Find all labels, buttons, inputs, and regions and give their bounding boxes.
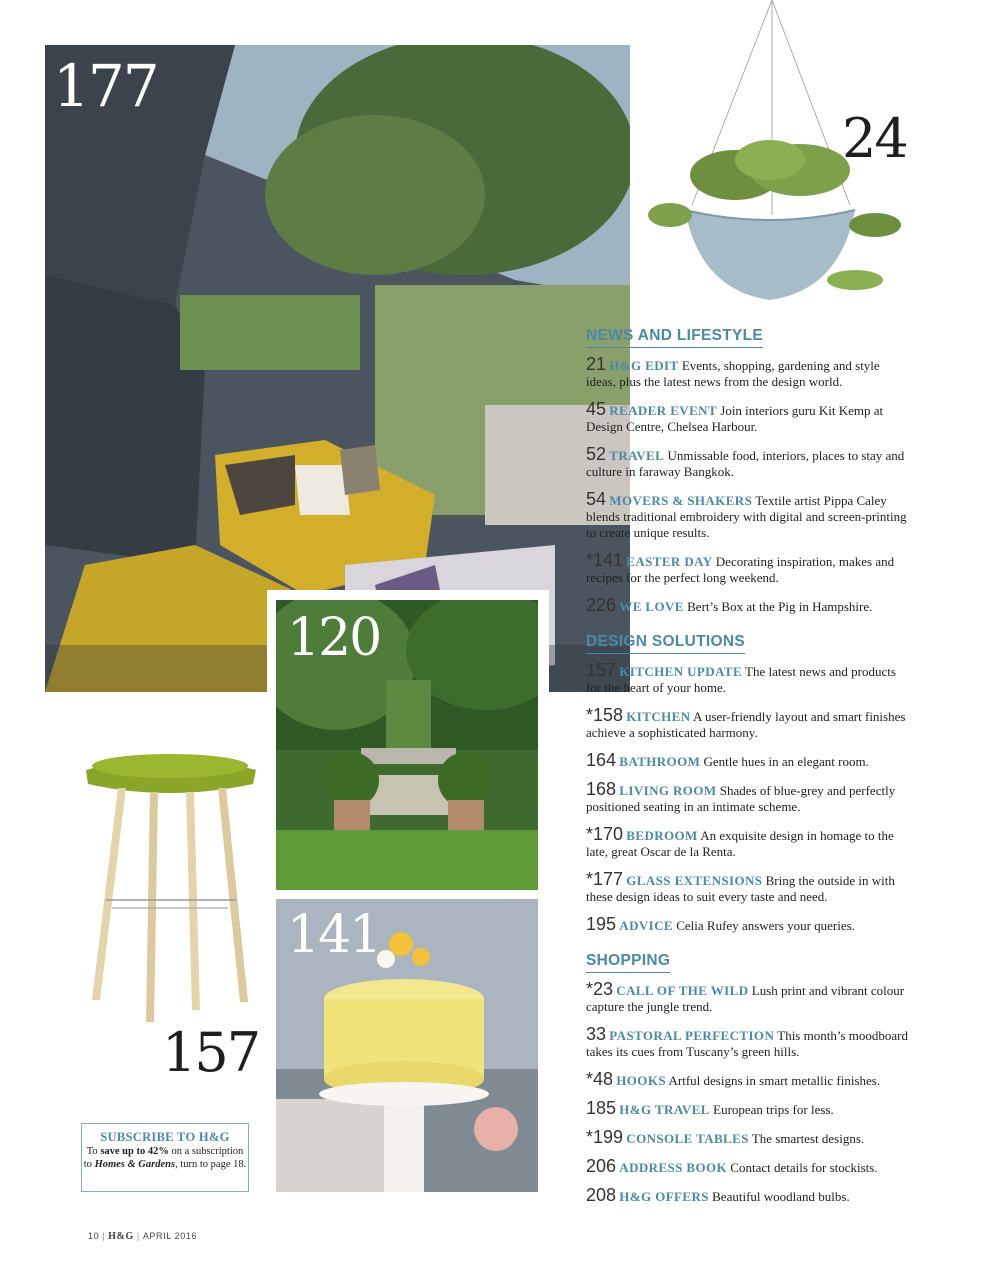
toc-keyword: CONSOLE TABLES (626, 1131, 749, 1146)
toc-keyword: ADVICE (619, 918, 673, 933)
toc-entry[interactable] (586, 981, 911, 1015)
toc-entry[interactable] (586, 1187, 911, 1205)
page-number-141: 141 (287, 905, 381, 965)
cake-photo (276, 899, 538, 1192)
toc-page-number: *158 (586, 705, 624, 725)
toc-description: Decorating inspiration, makes and recipes for the perfect long weekend. (586, 554, 895, 585)
toc-page-number: 164 (586, 750, 617, 770)
toc-entry[interactable] (586, 662, 911, 696)
toc-description: European trips for less. (713, 1102, 834, 1117)
toc-page-number: *177 (586, 869, 624, 889)
page-number-177: 177 (53, 52, 158, 120)
toc-keyword: READER EVENT (609, 403, 718, 418)
toc-keyword: LIVING ROOM (619, 783, 717, 798)
section-title: NEWS AND LIFESTYLE (586, 327, 763, 348)
footer-page-number: 10 (88, 1231, 100, 1241)
toc-description: A user-friendly layout and smart finishes achieve a sophisticated harmony. (586, 709, 906, 740)
toc-entry[interactable] (586, 491, 911, 541)
toc-page-number: *48 (586, 1069, 614, 1089)
toc-keyword: CALL OF THE WILD (616, 983, 749, 998)
toc-page-number: 185 (586, 1098, 617, 1118)
toc-entry[interactable] (586, 552, 911, 586)
toc-entry[interactable] (586, 1026, 911, 1060)
page-number-157: 157 (162, 1021, 260, 1084)
toc-keyword: MOVERS & SHAKERS (609, 493, 753, 508)
toc-keyword: H&G EDIT (609, 358, 679, 373)
toc-page-number: 157 (586, 660, 617, 680)
toc-keyword: BEDROOM (626, 828, 698, 843)
subscribe-title: SUBSCRIBE TO H&G (100, 1130, 230, 1144)
toc-page-number: 52 (586, 444, 607, 464)
toc-page-number: 226 (586, 595, 617, 615)
toc-entry[interactable] (586, 826, 911, 860)
toc-description: Lush print and vibrant colour capture the jungle trend. (586, 983, 905, 1014)
page-footer: 10 | H&G | APRIL 2016 (88, 1231, 198, 1242)
toc-page-number: 195 (586, 914, 617, 934)
toc-description: Textile artist Pippa Caley blends traditional embroidery with digital and screen-printing to create unique results. (586, 493, 907, 540)
toc-description: Bert’s Box at the Pig in Hampshire. (687, 599, 873, 614)
toc-page-number: *23 (586, 979, 614, 999)
toc-keyword: EASTER DAY (626, 554, 713, 569)
toc-entry[interactable] (586, 871, 911, 905)
toc-entry[interactable] (586, 446, 911, 480)
toc-description: Artful designs in smart metallic finishes. (668, 1073, 881, 1088)
section-title: DESIGN SOLUTIONS (586, 633, 745, 654)
toc-description: Gentle hues in an elegant room. (703, 754, 869, 769)
toc-entry[interactable] (586, 1071, 911, 1089)
toc-entry[interactable] (586, 401, 911, 435)
subscribe-body: To save up to 42% on a subscription to Homes & Gardens, turn to page 18. (83, 1146, 247, 1170)
toc-keyword: HOOKS (616, 1073, 666, 1088)
toc-keyword: PASTORAL PERFECTION (609, 1028, 775, 1043)
toc-keyword: BATHROOM (619, 754, 701, 769)
toc-entry[interactable] (586, 752, 911, 770)
toc-page-number: 21 (586, 354, 607, 374)
toc-page-number: 54 (586, 489, 607, 509)
toc-page-number: *170 (586, 824, 624, 844)
toc-keyword: WE LOVE (619, 599, 684, 614)
page-number-120: 120 (287, 608, 381, 668)
page-number-24: 24 (842, 107, 907, 170)
toc-page-number: *141 (586, 550, 624, 570)
toc-entry[interactable] (586, 356, 911, 390)
toc-description: Bring the outside in with these design ideas to suit every taste and need. (586, 873, 895, 904)
toc-description: Events, shopping, gardening and style ideas, plus the latest news from the design world. (586, 358, 880, 389)
toc-page-number: 168 (586, 779, 617, 799)
table-of-contents (586, 320, 911, 1216)
subscribe-box[interactable] (81, 1123, 249, 1192)
toc-keyword: H&G OFFERS (619, 1189, 709, 1204)
toc-description: The smartest designs. (751, 1131, 865, 1146)
toc-keyword: ADDRESS BOOK (619, 1160, 728, 1175)
toc-description: Join interiors guru Kit Kemp at Design Centre, Chelsea Harbour. (586, 403, 884, 434)
toc-description: Unmissable food, interiors, places to stay and culture in faraway Bangkok. (586, 448, 905, 479)
toc-keyword: GLASS EXTENSIONS (626, 873, 763, 888)
hanging-planter-image (640, 0, 910, 300)
toc-page-number: *199 (586, 1127, 624, 1147)
toc-description: Celia Rufey answers your queries. (676, 918, 855, 933)
toc-entry[interactable] (586, 1100, 911, 1118)
bar-stool-image (78, 740, 263, 1025)
toc-entry[interactable] (586, 781, 911, 815)
toc-entry[interactable] (586, 1158, 911, 1176)
toc-description: The latest news and products for the heart of your home. (586, 664, 896, 695)
footer-issue: APRIL 2016 (142, 1231, 198, 1241)
toc-page-number: 45 (586, 399, 607, 419)
toc-keyword: H&G TRAVEL (619, 1102, 710, 1117)
toc-description: Contact details for stockists. (730, 1160, 878, 1175)
toc-page-number: 208 (586, 1185, 617, 1205)
footer-brand: H&G (108, 1231, 134, 1242)
toc-description: An exquisite design in homage to the late, great Oscar de la Renta. (586, 828, 894, 859)
toc-description: Beautiful woodland bulbs. (712, 1189, 850, 1204)
toc-description: Shades of blue-grey and perfectly positioned seating in an intimate scheme. (586, 783, 896, 814)
toc-keyword: TRAVEL (609, 448, 665, 463)
section-title: SHOPPING (586, 952, 670, 973)
toc-entry[interactable] (586, 1129, 911, 1147)
toc-description: This month’s moodboard takes its cues from Tuscany’s green hills. (586, 1028, 908, 1059)
toc-entry[interactable] (586, 597, 911, 615)
toc-keyword: KITCHEN (626, 709, 691, 724)
toc-entry[interactable] (586, 707, 911, 741)
toc-keyword: KITCHEN UPDATE (619, 664, 743, 679)
toc-page-number: 33 (586, 1024, 607, 1044)
toc-entry[interactable] (586, 916, 911, 934)
garden-photo (267, 590, 549, 900)
toc-page-number: 206 (586, 1156, 617, 1176)
